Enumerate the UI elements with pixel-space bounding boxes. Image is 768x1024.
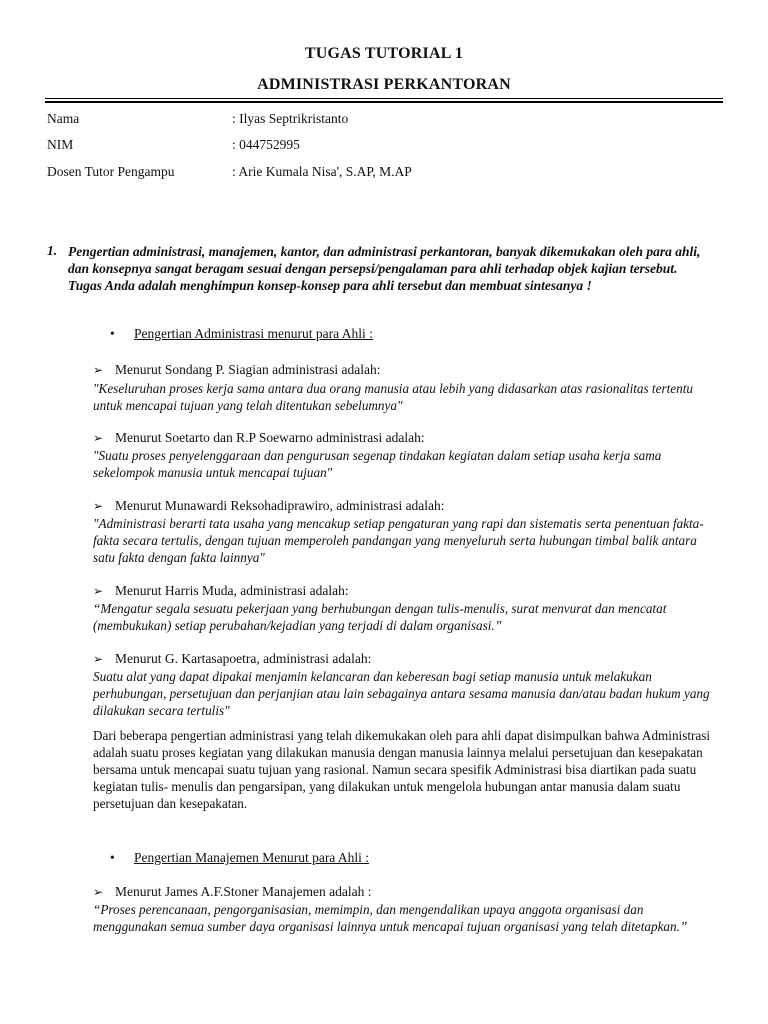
manajemen-section-heading — [110, 850, 369, 866]
expert-quote: “Mengatur segala sesuatu pekerjaan yang berhubungan dengan tulis-menulis, surat menvurat dan mencatat (membukukan) setiap perubahan/kejadian yang terjadi di dalam organisasi.” — [93, 601, 667, 633]
arrow-bullet-icon: ➢ — [93, 499, 104, 513]
nim-value: : 044752995 — [232, 137, 300, 152]
nim-label: NIM — [47, 137, 74, 152]
question-number: 1. — [47, 243, 58, 258]
expert-label-text: Menurut G. Kartasapoetra, administrasi adalah: — [115, 651, 372, 666]
arrow-bullet-icon: ➢ — [93, 363, 104, 377]
arrow-bullet-icon: ➢ — [93, 584, 104, 598]
expert-label-text: Menurut Sondang P. Siagian administrasi adalah: — [115, 362, 381, 377]
expert-label — [93, 651, 371, 667]
arrow-bullet-icon: ➢ — [93, 431, 104, 445]
document-subtitle: ADMINISTRASI PERKANTORAN — [257, 76, 511, 93]
expert-label-text: Menurut Munawardi Reksohadiprawiro, administrasi adalah: — [115, 498, 445, 513]
expert-label — [93, 498, 445, 514]
expert-quote: "Keseluruhan proses kerja sama antara dua orang manusia atau lebih yang didasarkan atas rasionalitas tertentu untuk mencapai tujuan yang telah ditentukan sebelumnya" — [93, 381, 693, 413]
expert-label-text: Menurut Harris Muda, administrasi adalah: — [115, 583, 349, 598]
header-divider-thin — [45, 98, 723, 99]
expert-label-text: Menurut Soetarto dan R.P Soewarno administrasi adalah: — [115, 430, 425, 445]
nama-label: Nama — [47, 111, 80, 126]
bullet-icon: • — [110, 326, 115, 341]
expert-label-text: Menurut James A.F.Stoner Manajemen adalah : — [115, 884, 372, 899]
header-divider-thick — [45, 101, 723, 103]
admin-section-heading — [110, 326, 373, 342]
admin-heading-text: Pengertian Administrasi menurut para Ahli : — [134, 326, 373, 341]
nama-value: : Ilyas Septrikristanto — [232, 111, 349, 126]
arrow-bullet-icon: ➢ — [93, 652, 104, 666]
bullet-icon: • — [110, 850, 115, 865]
expert-label — [93, 884, 372, 900]
expert-quote: “Proses perencanaan, pengorganisasian, memimpin, dan mengendalikan upaya anggota organisasi dan menggunakan semua sumber daya organisasi lainnya untuk mencapai tujuan organisasi yang telah ditetapkan.” — [93, 902, 688, 934]
expert-label — [93, 362, 380, 378]
dosen-value: : Arie Kumala Nisa', S.AP, M.AP — [232, 164, 412, 179]
manajemen-heading-text: Pengertian Manajemen Menurut para Ahli : — [134, 850, 370, 865]
dosen-label: Dosen Tutor Pengampu — [47, 164, 175, 179]
expert-label — [93, 583, 349, 599]
expert-quote: Suatu alat yang dapat dipakai menjamin kelancaran dan keberesan bagi setiap manusia untuk melakukan perhubungan, persetujuan dan perjanjian atau lain sebagainya antara sesama manusia dan/atau badan hukum yang dilakukan secara tertulis" — [93, 669, 710, 718]
admin-summary-paragraph: Dari beberapa pengertian administrasi yang telah dikemukakan oleh para ahli dapat disimpulkan bahwa Administrasi adalah suatu proses kegiatan yang dilakukan manusia dengan manusia lainnya melalui persetujuan dan kesepakatan bersama untuk mencapai suatu tujuan yang rasional. Namun secara spesifik Administrasi bisa diartikan pada suatu kegiatan tulis- menulis dan pengarsipan, yang dilakukan untuk mengelola hubungan antar manusia dalam suatu persetujuan dan kesepakatan. — [93, 728, 711, 811]
expert-quote: "Administrasi berarti tata usaha yang mencakup setiap pengaturan yang rapi dan sistematis serta penentuan fakta- fakta secara tertulis, dengan tujuan memperoleh pandangan yang menyeluruh serta hubungan timbal balik antara satu fakta dengan fakta lainnya" — [93, 516, 704, 565]
expert-quote: "Suatu proses penyelenggaraan dan pengurusan segenap tindakan kegiatan dalam setiap usaha kerja sama sekelompok manusia untuk mencapai tujuan" — [93, 448, 662, 480]
document-title: TUGAS TUTORIAL 1 — [304, 45, 464, 62]
arrow-bullet-icon: ➢ — [93, 885, 104, 899]
question-text: Pengertian administrasi, manajemen, kantor, dan administrasi perkantoran, banyak dikemukakan oleh para ahli, dan konsepnya sangat beragam sesuai dengan persepsi/pengalaman para ahli terhadap objek kajian tersebut. Tugas Anda adalah menghimpun konsep-konsep para ahli tersebut dan membuat sintesanya ! — [68, 244, 701, 293]
expert-label — [93, 430, 425, 446]
